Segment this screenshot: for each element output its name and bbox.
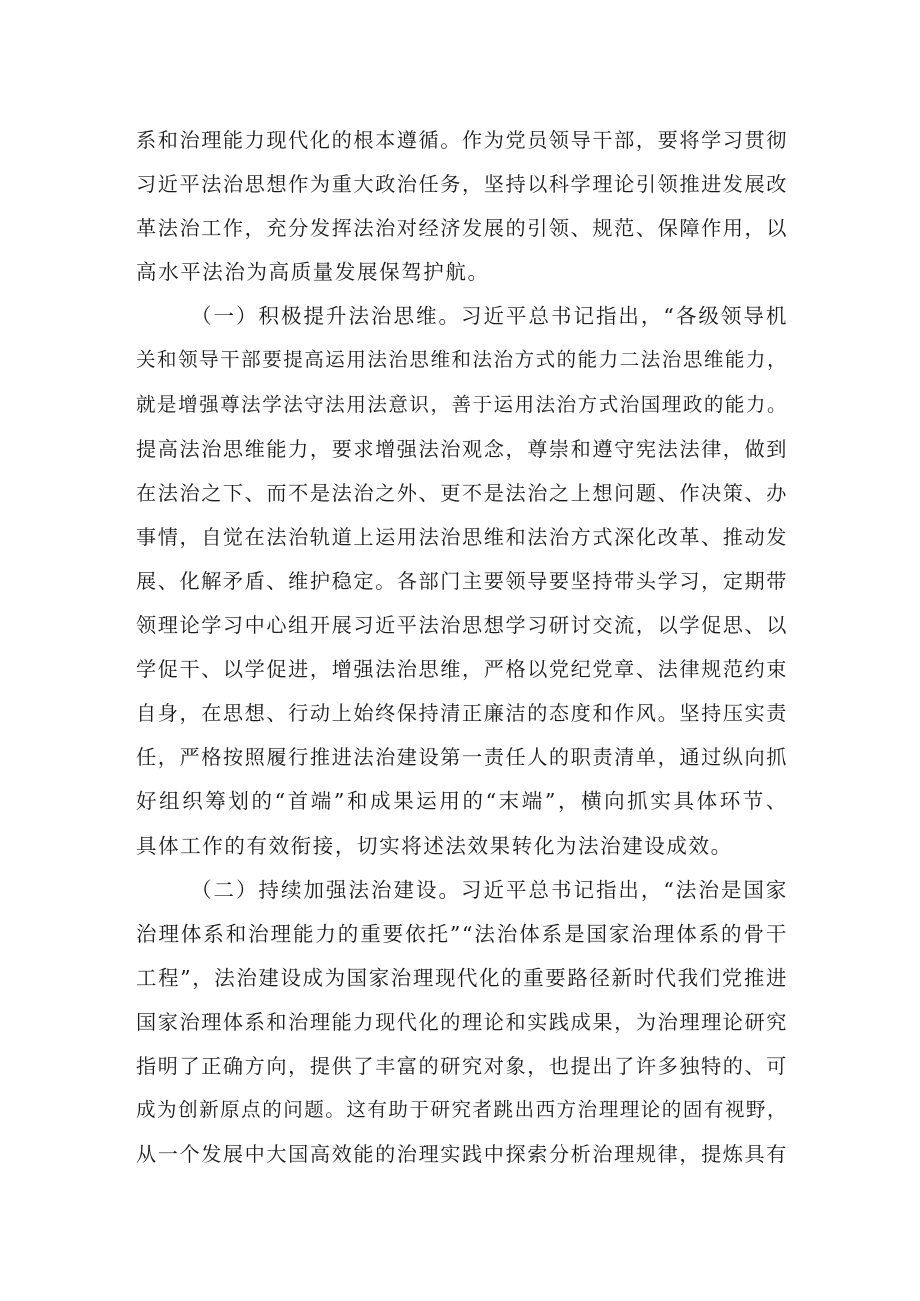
text-line: 任，严格按照履行推进法治建设第一责任人的职责清单，通过纵向抓 xyxy=(136,745,788,770)
text-line: 在法治之下、而不是法治之外、更不是法治之上想问题、作决策、办 xyxy=(136,480,788,505)
paragraph-first-line: （二）持续加强法治建设。习近平总书记指出，“法治是国家 xyxy=(191,877,788,902)
text-line: 国家治理体系和治理能力现代化的理论和实践成果，为治理理论研究 xyxy=(136,1009,788,1034)
text-line: 提高法治思维能力，要求增强法治观念，尊崇和遵守宪法法律，做到 xyxy=(136,436,788,461)
text-line: 关和领导干部要提高运用法治思维和法治方式的能力二法治思维能力， xyxy=(136,348,788,372)
text-line: 系和治理能力现代化的根本遵循。作为党员领导干部，要将学习贯彻 xyxy=(136,128,788,152)
text-line: 指明了正确方向，提供了丰富的研究对象，也提出了许多独特的、可 xyxy=(136,1053,788,1078)
text-line: 革法治工作，充分发挥法治对经济发展的引领、规范、保障作用，以 xyxy=(136,216,788,241)
text-line: 工程”，法治建设成为国家治理现代化的重要路径新时代我们党推进 xyxy=(136,965,788,990)
text-line: 自身，在思想、行动上始终保持清正廉洁的态度和作风。坚持压实责 xyxy=(136,701,788,726)
text-line: 成为创新原点的问题。这有助于研究者跳出西方治理理论的固有视野， xyxy=(136,1098,788,1122)
text-line: 习近平法治思想作为重大政治任务，坚持以科学理论引领推进发展改 xyxy=(136,172,788,197)
text-line: 治理体系和治理能力的重要依托”“法治体系是国家治理体系的骨干 xyxy=(136,921,788,946)
text-line: 具体工作的有效衔接，切实将述法效果转化为法治建设成效。 xyxy=(136,833,733,858)
paragraph-first-line: （一）积极提升法治思维。习近平总书记指出，“各级领导机 xyxy=(191,304,788,329)
text-line: 事情，自觉在法治轨道上运用法治思维和法治方式深化改革、推动发 xyxy=(136,524,788,549)
text-line: 展、化解矛盾、维护稳定。各部门主要领导要坚持带头学习，定期带 xyxy=(136,568,788,593)
text-line: 好组织筹划的“首端”和成果运用的“末端”，横向抓实具体环节、 xyxy=(136,789,788,814)
text-line: 就是增强尊法学法守法用法意识，善于运用法治方式治国理政的能力。 xyxy=(136,392,788,416)
text-line: 高水平法治为高质量发展保驾护航。 xyxy=(136,260,490,285)
text-line: 从一个发展中大国高效能的治理实践中探索分析治理规律，提炼具有 xyxy=(136,1142,788,1167)
body-text xyxy=(136,118,788,1176)
text-line: 领理论学习中心组开展习近平法治思想学习研讨交流，以学促思、以 xyxy=(136,613,788,638)
text-line: 学促干、以学促进，增强法治思维，严格以党纪党章、法律规范约束 xyxy=(136,657,788,682)
